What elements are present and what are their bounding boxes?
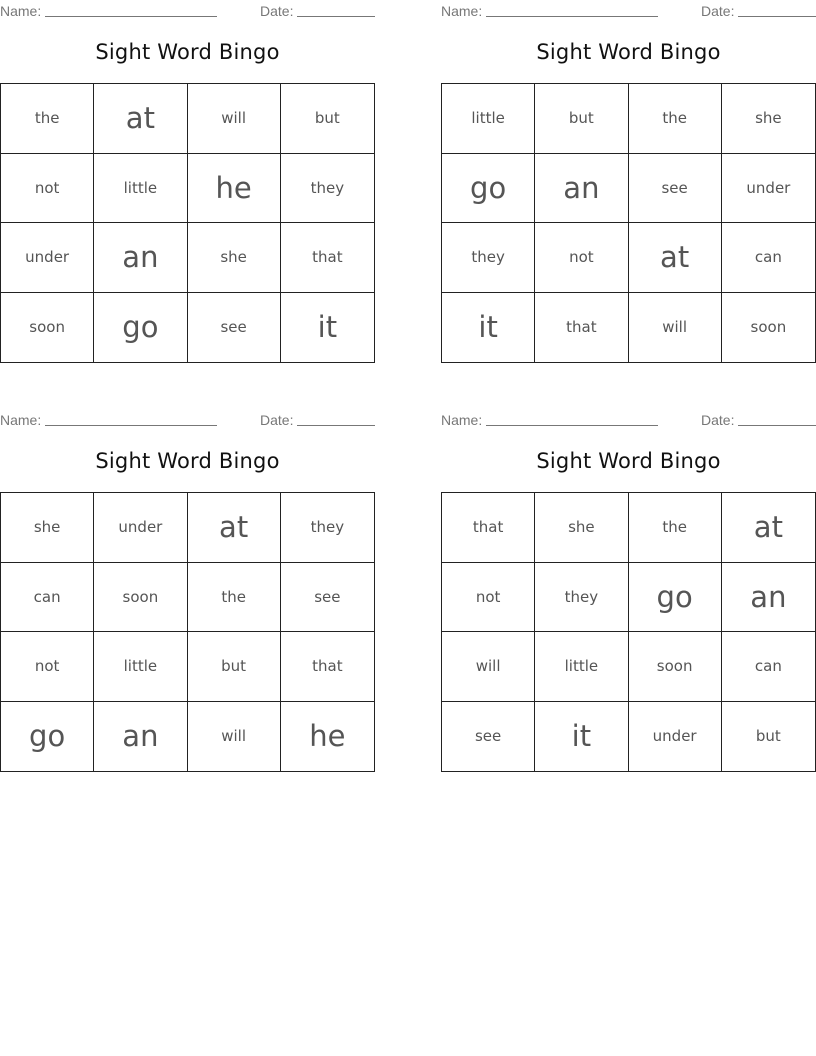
bingo-cell: will [629, 293, 722, 363]
bingo-cell: it [317, 310, 338, 345]
bingo-grid [441, 83, 816, 363]
bingo-cell: little [94, 154, 187, 224]
name-field-line[interactable] [486, 425, 658, 426]
bingo-cell: she [535, 493, 628, 563]
bingo-cell: they [442, 223, 535, 293]
bingo-card [441, 409, 816, 789]
bingo-cell: can [722, 632, 815, 702]
name-label: Name: [441, 412, 483, 428]
card-title: Sight Word Bingo [95, 449, 280, 473]
date-field-line[interactable] [297, 16, 375, 17]
bingo-cell: not [535, 223, 628, 293]
bingo-grid [0, 83, 375, 363]
bingo-cell: that [281, 632, 374, 702]
bingo-cell: the [629, 84, 722, 154]
bingo-cell: soon [1, 293, 94, 363]
name-date-row [441, 0, 816, 20]
bingo-cell: soon [750, 318, 787, 337]
bingo-cell: that [281, 223, 374, 293]
bingo-cell: an [94, 702, 187, 772]
bingo-cell: it [442, 293, 535, 363]
bingo-cell: under [94, 493, 187, 563]
bingo-cell: go [442, 154, 535, 224]
bingo-cell: the [188, 563, 281, 633]
name-label: Name: [0, 412, 42, 428]
bingo-cell: an [535, 154, 628, 224]
bingo-cell: but [188, 632, 281, 702]
bingo-cell: at [188, 493, 281, 563]
bingo-card [0, 409, 375, 789]
bingo-cell: an [722, 563, 815, 633]
bingo-cell: see [281, 563, 374, 633]
bingo-cell: little [442, 84, 535, 154]
bingo-cell: he [188, 154, 281, 224]
bingo-cell: little [94, 632, 187, 702]
bingo-card [0, 0, 375, 380]
bingo-cell: little [535, 632, 628, 702]
bingo-cell: but [755, 727, 781, 746]
bingo-cell: will [188, 702, 281, 772]
bingo-cell: see [442, 702, 535, 772]
bingo-cell: under [629, 702, 722, 772]
bingo-grid [0, 492, 375, 772]
bingo-cell: go [94, 293, 187, 363]
bingo-cell: an [94, 223, 187, 293]
name-field-line[interactable] [45, 425, 217, 426]
bingo-cell: the [629, 493, 722, 563]
bingo-cell: see [629, 154, 722, 224]
bingo-cell: go [629, 563, 722, 633]
bingo-cell: she [722, 84, 815, 154]
name-field-line[interactable] [45, 16, 217, 17]
name-field-line[interactable] [486, 16, 658, 17]
bingo-cell: that [535, 293, 628, 363]
bingo-cell: see [188, 293, 281, 363]
date-label: Date: [260, 3, 294, 19]
bingo-cell: she [188, 223, 281, 293]
date-label: Date: [701, 3, 735, 19]
bingo-cell: not [442, 563, 535, 633]
name-date-row [441, 409, 816, 429]
bingo-grid [441, 492, 816, 772]
bingo-cell: at [722, 493, 815, 563]
bingo-cell: the [1, 84, 94, 154]
bingo-cell: it [535, 702, 628, 772]
bingo-cell: at [629, 223, 722, 293]
bingo-cell: not [1, 154, 94, 224]
date-label: Date: [260, 412, 294, 428]
bingo-cell: will [442, 632, 535, 702]
card-title: Sight Word Bingo [536, 449, 721, 473]
bingo-cell: they [535, 563, 628, 633]
bingo-cell: they [281, 493, 374, 563]
bingo-cell: can [1, 563, 94, 633]
date-field-line[interactable] [297, 425, 375, 426]
bingo-cell: soon [94, 563, 187, 633]
bingo-cell: under [1, 223, 94, 293]
name-label: Name: [441, 3, 483, 19]
bingo-cell: that [442, 493, 535, 563]
bingo-cell: they [281, 154, 374, 224]
bingo-card [441, 0, 816, 380]
bingo-cell: can [722, 223, 815, 293]
date-label: Date: [701, 412, 735, 428]
bingo-cell: go [1, 702, 94, 772]
name-label: Name: [0, 3, 42, 19]
bingo-cell: she [1, 493, 94, 563]
name-date-row [0, 409, 375, 429]
bingo-cell: not [1, 632, 94, 702]
bingo-cell: at [94, 84, 187, 154]
bingo-cell: soon [629, 632, 722, 702]
name-date-row [0, 0, 375, 20]
date-field-line[interactable] [738, 425, 816, 426]
card-title: Sight Word Bingo [536, 40, 721, 64]
bingo-cell: he [309, 719, 346, 754]
card-title: Sight Word Bingo [95, 40, 280, 64]
bingo-cell: under [722, 154, 815, 224]
bingo-cell: but [281, 84, 374, 154]
date-field-line[interactable] [738, 16, 816, 17]
bingo-cell: but [535, 84, 628, 154]
bingo-cell: will [188, 84, 281, 154]
